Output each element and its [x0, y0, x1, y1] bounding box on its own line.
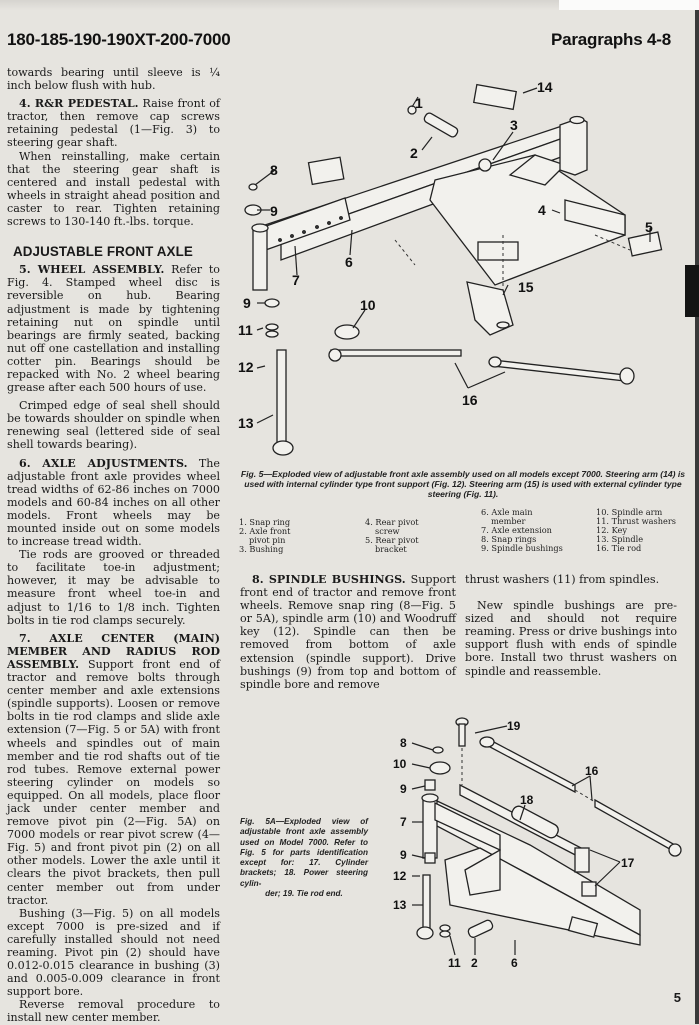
spindle-hub	[273, 441, 293, 455]
paragraph-5-title: 5. WHEEL ASSEMBLY.	[19, 263, 165, 277]
figure-5-caption: Fig. 5—Exploded view of adjustable front axle assembly used on all models except 7000. Steering arm (14) is used with internal cylinder type front support (Fig. 12). Steering arm (15) is used with external cylinder type steering (Fig. 11).	[240, 469, 686, 500]
fig5-callout-4: 4	[538, 202, 546, 218]
legend-item-cont: bracket	[375, 544, 407, 554]
fig5a-callout-17: 17	[621, 856, 635, 870]
fig5-callout-12: 12	[238, 359, 254, 375]
header-models: 180-185-190-190XT-200-7000	[7, 30, 231, 49]
legend-item-cont: pivot pin	[249, 535, 286, 545]
fig5a-callout-18: 18	[520, 793, 534, 807]
fig5-callout-9-top: 9	[270, 203, 278, 219]
cylinder-bracket	[575, 848, 589, 872]
fig5a-callout-13: 13	[393, 898, 407, 912]
paragraph-8-body: Support front end of tractor and remove front wheels. Remove snap ring (8—Fig. 5 or 5A), spindle arm (10) and Woodruff key (12). Spindle can then be removed from bottom of axle extension (spindle support). Drive bushings (9) from top and bottom of spindle bore and remove	[240, 573, 456, 691]
fig5-callout-13: 13	[238, 415, 254, 431]
paragraph-7-title: 7. AXLE CENTER (MAIN) MEMBER AND RADIUS ROD ASSEMBLY.	[7, 631, 220, 671]
middle-column	[240, 573, 456, 691]
thrust-washer	[266, 324, 278, 330]
fig5-callout-1: 1	[415, 95, 423, 111]
fig5a-callout-12: 12	[393, 869, 407, 883]
spindle-bushing-lower-5a	[425, 853, 435, 863]
paragraph-6	[7, 457, 220, 549]
legend-item: 16. Tie rod	[596, 543, 642, 553]
paragraph-5-body: Refer to Fig. 4. Stamped wheel disc is reversible on hub. Bearing adjustment is made by tightening retaining nut on spindle until bearings are firmly seated, backing nut off one castellation and installing cotter pin. Bearings should be repacked with No. 2 wheel bearing grease after each 500 hours of use.	[7, 263, 220, 395]
legend-item: 2. Axle front	[239, 526, 291, 536]
paragraph-8-title: 8. SPINDLE BUSHINGS.	[252, 573, 406, 586]
fig5a-callout-9-lower: 9	[400, 848, 407, 862]
legend-item: 8. Snap rings	[481, 534, 537, 544]
cylinder-bracket	[582, 882, 596, 896]
fig5a-callout-16: 16	[585, 764, 599, 778]
snap-ring-8-5a	[433, 747, 443, 753]
fig5a-callout-19: 19	[507, 719, 521, 733]
fig5a-callout-6: 6	[511, 956, 518, 970]
fig5-callout-15: 15	[518, 279, 534, 295]
fig5-callout-7: 7	[292, 272, 300, 288]
legend-item: 3. Bushing	[239, 544, 284, 554]
fig5a-callout-2: 2	[471, 956, 478, 970]
left-column	[7, 66, 220, 1025]
fig5-callout-6: 6	[345, 254, 353, 270]
scan-corner	[559, 0, 699, 10]
paragraph-6-body: The adjustable front axle provides wheel tread widths of 62-86 inches on 7000 models and 60-84 inches on all other models. Front wheels may be mounted inside out on some models to increase tread width.	[7, 456, 221, 549]
section-heading: ADJUSTABLE FRONT AXLE	[13, 244, 193, 260]
paragraph-4-b: When reinstalling, make certain that the steering gear shaft is centered and install pedestal with wheels in straight ahead position and caster to rear. Tighten retaining screws to 130-140 ft.-lbs. torque.	[7, 149, 220, 229]
page-number: 5	[673, 990, 681, 1005]
tie-rod-end	[456, 718, 468, 746]
paragraph-6-b: Tie rods are grooved or threaded to facilitate toe-in adjustment; however, it may be advisable to measure front wheel toe-in and adjust to 1/16 to 1/8 inch. Tighten bolts in tie rod clamps securely.	[7, 548, 220, 627]
figure-5a-caption-last: der; 19. Tie rod end.	[265, 889, 343, 899]
rear-pivot-bracket	[628, 232, 661, 256]
spindle-bushing-5a	[425, 780, 435, 790]
paragraph-6-title: 6. AXLE ADJUSTMENTS.	[19, 456, 188, 470]
thrust-washer-5a	[440, 925, 450, 931]
spindle-arm	[329, 325, 461, 361]
legend-item: 9. Spindle bushings	[481, 543, 563, 553]
fig5-callout-14: 14	[537, 79, 553, 95]
paragraph-4-title: 4. R&R PEDESTAL.	[19, 97, 139, 111]
paragraph-5-b: Crimped edge of seal shell should be towards shoulder on spindle when renewing seal (lettered side of seal shell towards bearing).	[7, 399, 220, 452]
legend-item-cont: member	[491, 516, 526, 526]
fig5-callout-8: 8	[270, 162, 278, 178]
pivot-pin-5a	[467, 919, 494, 939]
fig5a-callout-7: 7	[400, 815, 407, 829]
figure-5a-caption-main: Fig. 5A—Exploded view of adjustable front axle assembly used on Model 7000. Refer to Fig. 5 for parts identification except for: 17. Cylinder brackets; 18. Power steering cylin-	[240, 817, 368, 888]
fig5-callout-11: 11	[238, 322, 253, 338]
paragraph-4	[7, 97, 220, 149]
spindle-arm-5a	[430, 762, 450, 774]
paragraph-intro: towards bearing until sleeve is ¼ inch below flush with hub.	[7, 66, 220, 93]
fig5a-callout-8: 8	[400, 736, 407, 750]
paragraph-7	[7, 632, 220, 907]
paragraph-7-c: Reverse removal procedure to install new center member.	[7, 998, 220, 1025]
paragraph-7-body: Support front end of tractor and remove bolts through center member and axle extensions (spindle supports). Loosen or remove bolts in tie rod clamps and slide axle extension (7—Fig. 5 or 5A) with front wheels and spindles out of main member and tie rod shafts out of tie rod tubes. Remove external power steering cylinder on models so equipped. On all models, place floor jack under center member and remove pivot pin (2—Fig. 5A) on 7000 models or rear pivot screw (4—Fig. 5) and front pivot pin (2) on all other models. Lower the axle until it clears the pivot brackets, then pull center member out from under tractor.	[7, 657, 220, 907]
legend-item: 10. Spindle arm	[596, 507, 663, 517]
fig5-callout-3: 3	[510, 117, 518, 133]
legend-item: 5. Rear pivot	[365, 535, 419, 545]
header-paragraphs: Paragraphs 4-8	[550, 30, 671, 49]
legend-item: 11. Thrust washers	[596, 516, 676, 526]
paragraph-8	[240, 573, 456, 691]
fig5-callout-16: 16	[462, 392, 478, 408]
legend-item: 13. Spindle	[596, 534, 644, 544]
legend-item: 1. Snap ring	[239, 517, 291, 527]
figure-5a-drawing	[390, 700, 695, 980]
legend-item: 6. Axle main	[481, 507, 533, 517]
spindle-hub-5a	[417, 927, 433, 939]
legend-item: 12. Key	[596, 525, 628, 535]
thrust-washer-5a	[440, 931, 450, 937]
fig5a-callout-10: 10	[393, 757, 407, 771]
bracket-right	[560, 117, 587, 176]
legend-item: 7. Axle extension	[481, 525, 552, 535]
paragraph-8-cont: thrust washers (11) from spindles.	[465, 573, 660, 586]
paragraph-8-b: New spindle bushings are pre-sized and should not require reaming. Press or drive bushings into support flush with ends of spindle bore. Install two thrust washers on spindle and reassemble.	[465, 599, 677, 678]
page-binding-edge	[695, 10, 699, 1024]
figure-5-legend-col-2	[365, 518, 419, 554]
fig5-callout-9-lower: 9	[243, 295, 251, 311]
spindle-bushing-lower	[265, 299, 279, 307]
tie-rod	[489, 357, 634, 384]
fig5-callout-10: 10	[360, 297, 376, 313]
figure-5-legend-col-3	[481, 508, 563, 553]
spindle	[277, 350, 286, 445]
paragraph-4-body: Raise front of tractor, then remove cap screws retaining pedestal (1—Fig. 3) to steering gear shaft.	[7, 97, 220, 150]
right-column	[465, 573, 677, 678]
legend-item-cont: screw	[375, 526, 400, 536]
clamp-plate	[308, 157, 343, 184]
fig5-callout-2: 2	[410, 145, 418, 161]
fig5a-callout-9-top: 9	[400, 782, 407, 796]
bushing	[479, 159, 491, 171]
paragraph-5	[7, 263, 220, 394]
figure-5-legend-col-1	[239, 518, 290, 554]
fig5a-callout-11: 11	[448, 956, 461, 970]
fig5-callout-5: 5	[645, 219, 653, 235]
legend-item: 4. Rear pivot	[365, 517, 419, 527]
steering-arm-14-plate	[474, 85, 517, 110]
pivot-pin	[423, 112, 459, 139]
thrust-washer	[266, 331, 278, 337]
spindle-5a	[423, 875, 430, 930]
paragraph-7-b: Bushing (3—Fig. 5) on all models except 7000 is pre-sized and if carefully installed should not need reaming. Pivot pin (2) should have 0.012-0.015 clearance in bushing (3) and 0.005-0.009 clearance in front support bore.	[7, 906, 220, 999]
figure-5-drawing	[235, 70, 695, 465]
figure-5a-caption	[240, 817, 368, 899]
figure-5-legend-col-4	[596, 508, 676, 553]
